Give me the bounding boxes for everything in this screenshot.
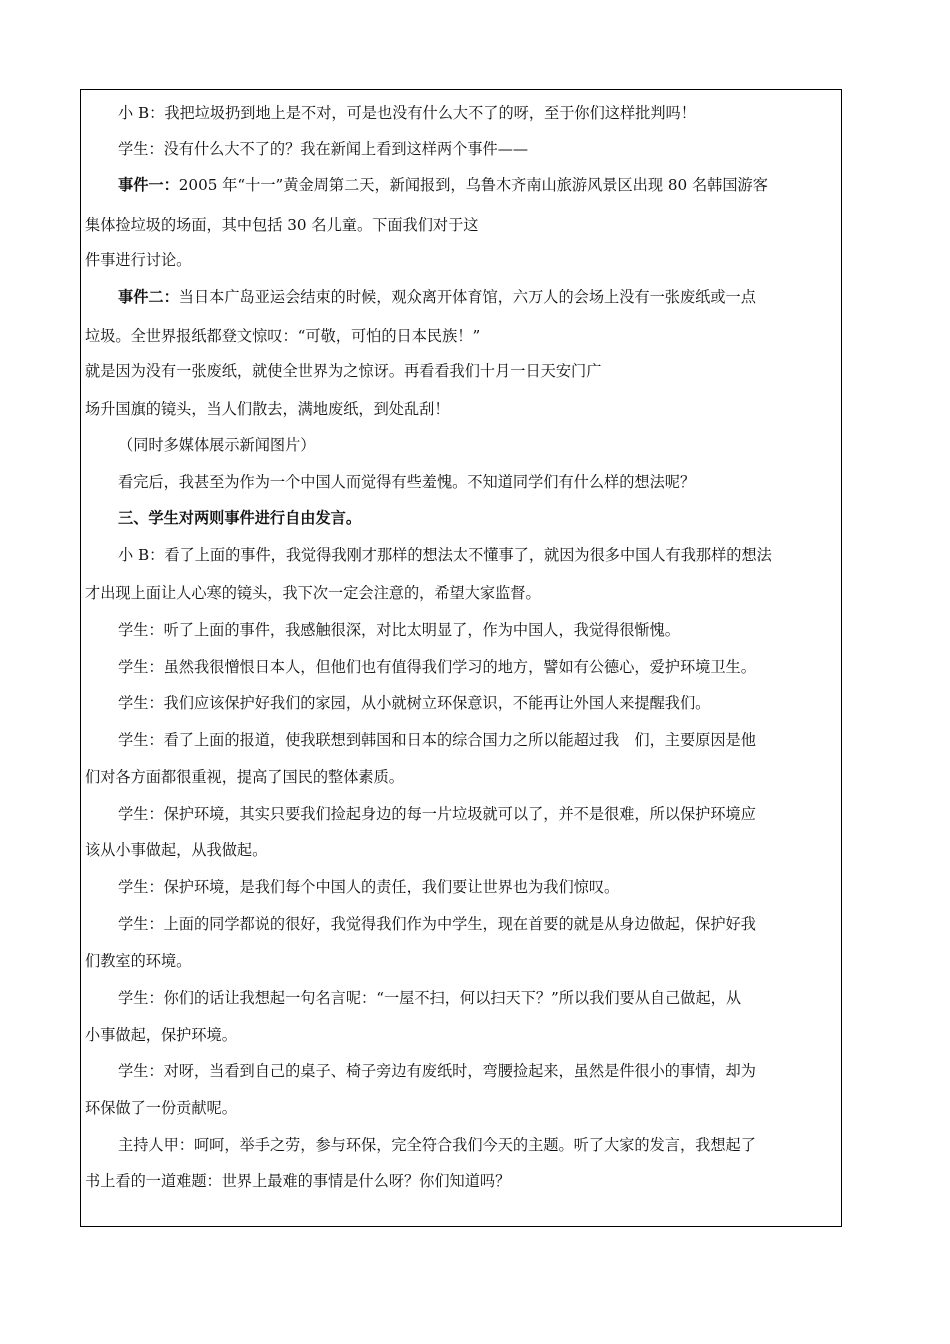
text-line: 主持人甲：呵呵，举手之劳，参与环保，完全符合我们今天的主题。听了大家的发言，我想起了 [118,1136,756,1154]
text-line: 学生：你们的话让我想起一句名言呢：“一屋不扫，何以扫天下？”所以我们要从自己做起，从 [118,989,742,1007]
text-line: 小事做起，保护环境。 [85,1026,237,1044]
text-line: 学生：对呀，当看到自己的桌子、椅子旁边有废纸时，弯腰捡起来，虽然是件很小的事情，却为 [118,1062,756,1080]
text-line: 看完后，我甚至为作为一个中国人而觉得有些羞愧。不知道同学们有什么样的想法呢？ [118,473,696,491]
text-line: 集体捡垃圾的场面，其中包括 30 名儿童。下面我们对于这 [85,216,479,234]
text-line: 垃圾。全世界报纸都登文惊叹：“可敬，可怕的日本民族！” [85,327,481,345]
text-line: 学生：没有什么大不了的？我在新闻上看到这样两个事件—— [118,140,529,158]
text-line: 小 B：看了上面的事件，我觉得我刚才那样的想法太不懂事了，就因为很多中国人有我那样的想法 [118,546,772,564]
text-line: 环保做了一份贡献呢。 [85,1099,237,1117]
text-line: 们对各方面都很重视，提高了国民的整体素质。 [85,768,404,786]
document-frame [80,89,842,1227]
section-heading: 三、学生对两则事件进行自由发言。 [118,509,361,527]
event-label: 事件二： [118,288,179,306]
text-line: 书上看的一道难题：世界上最难的事情是什么呀？你们知道吗？ [85,1172,511,1190]
text-line: 学生：保护环境，其实只要我们捡起身边的每一片垃圾就可以了，并不是很难，所以保护环境应 [118,805,756,823]
text-line: 就是因为没有一张废纸，就使全世界为之惊讶。再看看我们十月一日天安门广 [85,362,602,380]
text-line: 场升国旗的镜头，当人们散去，满地废纸，到处乱刮！ [85,400,450,418]
event-label: 事件一： [118,176,179,194]
text-line: 事件二：当日本广岛亚运会结束的时候，观众离开体育馆，六万人的会场上没有一张废纸或一点 [118,288,756,306]
text-line: 才出现上面让人心寒的镜头，我下次一定会注意的，希望大家监督。 [85,584,541,602]
text-line: 学生：看了上面的报道，使我联想到韩国和日本的综合国力之所以能超过我 们，主要原因是他 [118,731,756,749]
text-line: 学生：听了上面的事件，我感触很深，对比太明显了，作为中国人，我觉得很惭愧。 [118,621,680,639]
text-line: 们教室的环境。 [85,952,192,970]
text-line: 件事进行讨论。 [85,251,192,269]
text-line: 学生：虽然我很憎恨日本人，但他们也有值得我们学习的地方，譬如有公德心，爱护环境卫生。 [118,658,756,676]
text-line: 该从小事做起，从我做起。 [85,841,268,859]
text-line: 学生：上面的同学都说的很好，我觉得我们作为中学生，现在首要的就是从身边做起，保护好我 [118,915,756,933]
text-line: 小 B：我把垃圾扔到地上是不对，可是也没有什么大不了的呀，至于你们这样批判吗！ [118,104,696,122]
text-line: 事件一：2005 年“十一”黄金周第二天，新闻报到，乌鲁木齐南山旅游风景区出现 80 名韩国游客 [118,176,768,194]
text-line: （同时多媒体展示新闻图片） [118,436,316,454]
text-line: 学生：我们应该保护好我们的家园，从小就树立环保意识，不能再让外国人来提醒我们。 [118,694,711,712]
text-line: 学生：保护环境，是我们每个中国人的责任，我们要让世界也为我们惊叹。 [118,878,620,896]
